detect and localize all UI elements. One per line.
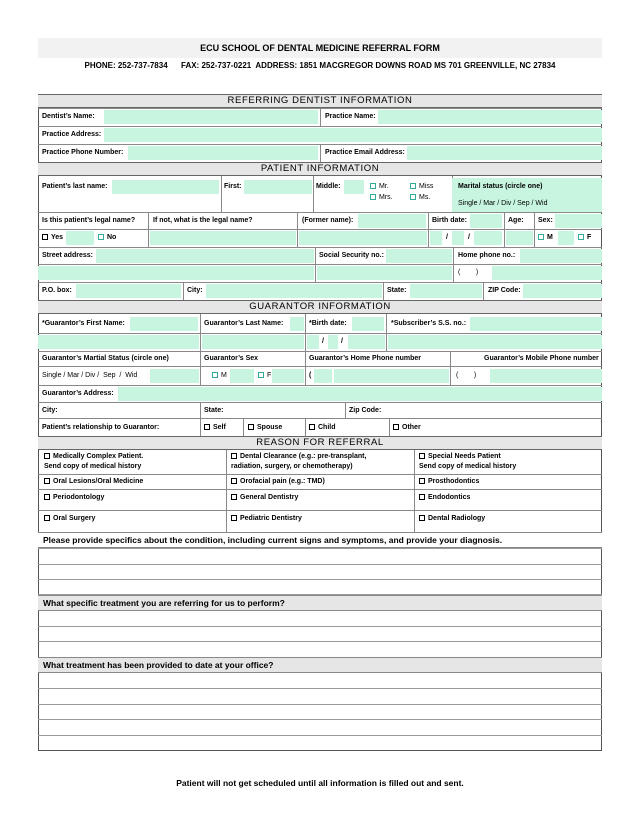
no-checkbox-icon — [98, 234, 104, 240]
patient-middle-field[interactable] — [344, 180, 364, 194]
sex-header-field[interactable] — [555, 214, 602, 228]
other-checkbox-icon — [393, 424, 399, 430]
home-phone-field[interactable] — [492, 266, 602, 280]
self-checkbox-icon — [204, 424, 210, 430]
practice-phone-field[interactable] — [128, 146, 318, 160]
miss-checkbox-icon — [410, 183, 416, 189]
relationship-child[interactable]: Child — [309, 423, 336, 433]
footer-note: Patient will not get scheduled until all information is filled out and sent. — [176, 778, 464, 788]
title-mrs[interactable]: Mrs. — [370, 193, 393, 203]
practice-name-field[interactable] — [378, 110, 602, 124]
guarantor-first-value-field[interactable] — [38, 335, 199, 349]
periodontology-checkbox-icon — [44, 494, 50, 500]
guarantor-sex-f[interactable]: F — [258, 371, 271, 381]
guarantor-state-label: State: — [204, 407, 224, 414]
guarantor-birth-month[interactable] — [307, 335, 319, 349]
guarantor-address-label: Guarantor’s Address: — [42, 390, 114, 397]
sex-m[interactable]: M — [538, 233, 553, 243]
legal-yes[interactable]: Yes — [42, 233, 63, 243]
ssn-field[interactable] — [386, 249, 452, 263]
city-field[interactable] — [206, 284, 382, 298]
mr-checkbox-icon — [370, 183, 376, 189]
guarantor-marital-options[interactable]: Single / Mar / Div / Sep / Wid — [42, 372, 138, 379]
home-phone-header-field[interactable] — [520, 249, 602, 263]
former-name-field[interactable] — [358, 214, 426, 228]
guarantor-mobile-phone-label: Guarantor’s Mobile Phone number — [484, 355, 599, 362]
reason-dental-clearance[interactable]: Dental Clearance (e.g.: pre-transplant, — [231, 452, 366, 462]
question-diagnosis: Please provide specifics about the condition, including current signs and symptoms, and provide your diagnosis. — [38, 532, 602, 548]
reason-oral-lesions[interactable]: Oral Lesions/Oral Medicine — [44, 477, 143, 487]
practice-address-label: Practice Address: — [42, 131, 102, 138]
former-name-value-field[interactable] — [299, 231, 427, 245]
age-field[interactable] — [506, 231, 533, 245]
dentist-name-field[interactable] — [104, 110, 318, 124]
guarantor-city-label: City: — [42, 407, 58, 414]
guarantor-home-phone-label: Guarantor’s Home Phone number — [309, 355, 422, 362]
title-miss[interactable]: Miss — [410, 182, 433, 192]
guarantor-birth-slash-2: / — [341, 338, 343, 345]
street-label: Street address: — [42, 252, 93, 259]
birth-month-field[interactable] — [430, 231, 442, 245]
title-ms[interactable]: Ms. — [410, 193, 430, 203]
guarantor-sex-f-field[interactable] — [272, 369, 304, 383]
patient-last-name-label: Patient’s last name: — [42, 183, 108, 190]
patient-last-name-field[interactable] — [112, 180, 219, 194]
reason-oral-surgery[interactable]: Oral Surgery — [44, 514, 95, 524]
guarantor-last-field[interactable] — [290, 317, 304, 331]
legal-name-if-not-label: If not, what is the legal name? — [153, 217, 253, 224]
section-referring: REFERRING DENTIST INFORMATION — [38, 94, 602, 108]
reason-endodontics[interactable]: Endodontics — [419, 493, 470, 503]
sex-label: Sex: — [538, 217, 553, 224]
birth-day-field[interactable] — [452, 231, 464, 245]
patient-middle-label: Middle: — [316, 183, 341, 190]
birth-date-header-field[interactable] — [470, 214, 502, 228]
yes-checkbox-icon — [42, 234, 48, 240]
spouse-checkbox-icon — [248, 424, 254, 430]
endodontics-checkbox-icon — [419, 494, 425, 500]
guarantor-m-checkbox-icon — [212, 372, 218, 378]
guarantor-zip-label: Zip Code: — [349, 407, 382, 414]
reason-medically-complex-note: Send copy of medical history — [44, 463, 142, 470]
oral-lesions-checkbox-icon — [44, 478, 50, 484]
guarantor-last-label: Guarantor’s Last Name: — [204, 320, 284, 327]
practice-address-field[interactable] — [104, 128, 602, 142]
guarantor-mobile-paren: ( ) — [456, 372, 477, 379]
guarantor-sex-m[interactable]: M — [212, 371, 227, 381]
marital-options[interactable]: Single / Mar / Div / Sep / Wid — [458, 200, 548, 207]
legal-name-field[interactable] — [150, 231, 296, 245]
guarantor-home-phone-field[interactable] — [334, 369, 449, 383]
reason-dental-radiology[interactable]: Dental Radiology — [419, 514, 485, 524]
po-box-field[interactable] — [76, 284, 181, 298]
sex-f[interactable]: F — [578, 233, 591, 243]
home-phone-label: Home phone no.: — [458, 252, 516, 259]
practice-phone-label: Practice Phone Number: — [42, 149, 124, 156]
guarantor-sex-m-field[interactable] — [230, 369, 254, 383]
reason-medically-complex[interactable]: Medically Complex Patient. — [44, 452, 143, 462]
sex-gap-field[interactable] — [558, 231, 574, 245]
dental-clearance-checkbox-icon — [231, 453, 237, 459]
reason-dental-clearance-note: radiation, surgery, or chemotherapy) — [231, 463, 353, 470]
former-name-label: (Former name): — [302, 217, 354, 224]
guarantor-address-field[interactable] — [118, 387, 602, 401]
contact-line: PHONE: 252-737-7834 FAX: 252-737-0221 ADDRESS: 1851 MACGREGOR DOWNS ROAD MS 701 GREENVILLE, NC 27834 — [84, 61, 556, 70]
sex-m-checkbox-icon — [538, 234, 544, 240]
child-checkbox-icon — [309, 424, 315, 430]
practice-email-label: Practice Email Address: — [325, 149, 405, 156]
question-treatment-requested: What specific treatment you are referring for us to perform? — [38, 595, 602, 611]
practice-name-label: Practice Name: — [325, 113, 376, 120]
sex-f-checkbox-icon — [578, 234, 584, 240]
relationship-label: Patient’s relationship to Guarantor: — [42, 424, 160, 431]
birth-year-field[interactable] — [474, 231, 502, 245]
reason-special-needs[interactable]: Special Needs Patient — [419, 452, 501, 462]
guarantor-mobile-phone-field[interactable] — [490, 369, 602, 383]
guarantor-home-paren: ( — [309, 372, 312, 379]
guarantor-birth-header-field[interactable] — [352, 317, 384, 331]
question-treatment-provided: What treatment has been provided to date at your office? — [38, 657, 602, 673]
guarantor-first-field[interactable] — [130, 317, 198, 331]
ssn-label: Social Security no.: — [319, 252, 384, 259]
medically-complex-checkbox-icon — [44, 453, 50, 459]
state-field[interactable] — [410, 284, 482, 298]
street-address-field[interactable] — [38, 266, 314, 280]
section-guarantor: GUARANTOR INFORMATION — [38, 300, 602, 314]
legal-yes-field[interactable] — [66, 231, 94, 245]
dental-radiology-checkbox-icon — [419, 515, 425, 521]
reason-orofacial-pain[interactable]: Orofacial pain (e.g.: TMD) — [231, 477, 325, 487]
legal-name-question: Is this patient’s legal name? — [42, 217, 136, 224]
guarantor-ssn-field[interactable] — [388, 335, 602, 349]
reason-prosthodontics[interactable]: Prosthodontics — [419, 477, 479, 487]
guarantor-birth-year[interactable] — [348, 335, 385, 349]
guarantor-last-value-field[interactable] — [202, 335, 304, 349]
birth-slash-2: / — [468, 234, 470, 241]
street-field[interactable] — [96, 249, 314, 263]
section-patient: PATIENT INFORMATION — [38, 162, 602, 176]
reason-pediatric-dentistry[interactable]: Pediatric Dentistry — [231, 514, 302, 524]
legal-no[interactable]: No — [98, 233, 116, 243]
mrs-checkbox-icon — [370, 194, 376, 200]
guarantor-birth-day[interactable] — [328, 335, 338, 349]
guarantor-home-area-field[interactable] — [314, 369, 332, 383]
practice-email-field[interactable] — [407, 146, 602, 160]
guarantor-ssn-header-field[interactable] — [470, 317, 602, 331]
relationship-spouse[interactable]: Spouse — [248, 423, 282, 433]
orofacial-pain-checkbox-icon — [231, 478, 237, 484]
prosthodontics-checkbox-icon — [419, 478, 425, 484]
zip-field[interactable] — [523, 284, 602, 298]
state-label: State: — [387, 287, 407, 294]
birth-date-label: Birth date: — [432, 217, 467, 224]
patient-first-label: First: — [224, 183, 242, 190]
guarantor-marital-label: Guarantor’s Martial Status (circle one) — [42, 355, 169, 362]
reason-general-dentistry[interactable]: General Dentistry — [231, 493, 298, 503]
relationship-self[interactable]: Self — [204, 423, 226, 433]
guarantor-sex-label: Guarantor’s Sex — [204, 355, 259, 362]
ms-checkbox-icon — [410, 194, 416, 200]
guarantor-ssn-label: *Subscriber’s S.S. no.: — [391, 320, 467, 327]
general-dentistry-checkbox-icon — [231, 494, 237, 500]
relationship-other[interactable]: Other — [393, 423, 421, 433]
pediatric-dentistry-checkbox-icon — [231, 515, 237, 521]
special-needs-checkbox-icon — [419, 453, 425, 459]
dentist-name-label: Dentist’s Name: — [42, 113, 95, 120]
po-box-label: P.O. box: — [42, 287, 72, 294]
reason-special-needs-note: Send copy of medical history — [419, 463, 517, 470]
guarantor-marital-field[interactable] — [150, 369, 199, 383]
age-label: Age: — [508, 217, 524, 224]
reason-periodontology[interactable]: Periodontology — [44, 493, 104, 503]
birth-slash-1: / — [446, 234, 448, 241]
city-label: City: — [187, 287, 203, 294]
patient-first-field[interactable] — [244, 180, 312, 194]
guarantor-birth-slash-1: / — [322, 338, 324, 345]
guarantor-f-checkbox-icon — [258, 372, 264, 378]
marital-status-label: Marital status (circle one) — [458, 183, 543, 190]
ssn-value-field[interactable] — [317, 266, 452, 280]
oral-surgery-checkbox-icon — [44, 515, 50, 521]
guarantor-birth-label: *Birth date: — [309, 320, 347, 327]
form-title: ECU SCHOOL OF DENTAL MEDICINE REFERRAL FORM — [38, 38, 602, 58]
zip-label: ZIP Code: — [488, 287, 521, 294]
guarantor-first-label: *Guarantor’s First Name: — [42, 320, 125, 327]
title-mr[interactable]: Mr. — [370, 182, 389, 192]
home-phone-area: ( ) — [458, 269, 479, 276]
section-reason: REASON FOR REFERRAL — [38, 436, 602, 450]
